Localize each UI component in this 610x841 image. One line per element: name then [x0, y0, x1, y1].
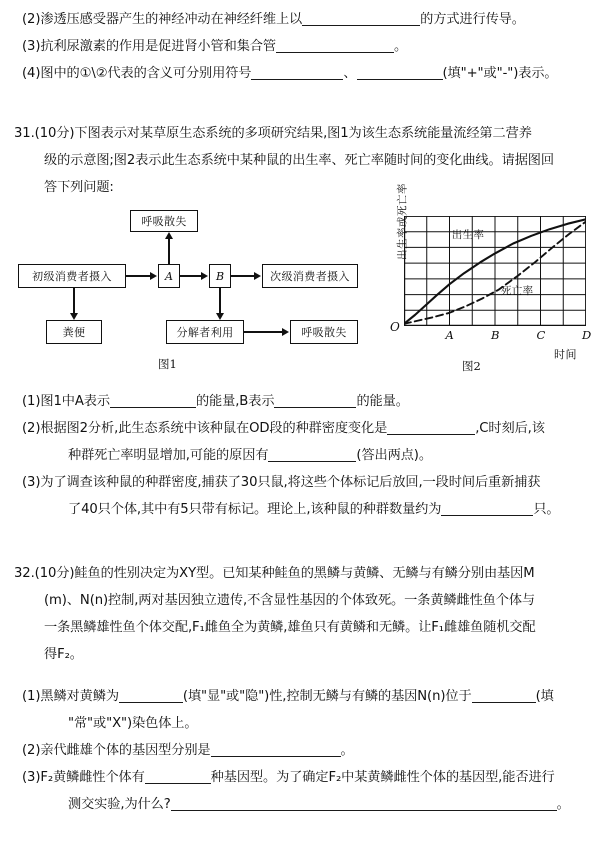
- connector-intake-to-a: [126, 275, 150, 277]
- chart-origin-label: O: [390, 320, 400, 334]
- answer-blank[interactable]: [357, 66, 443, 80]
- question-line: [68, 442, 610, 469]
- answer-blank[interactable]: [274, 394, 356, 408]
- chart-label-death-rate: 死亡率: [500, 284, 534, 297]
- question-31-stem: [14, 120, 610, 201]
- question-31-items: [22, 388, 610, 523]
- question-text: 答下列问题:: [44, 180, 114, 195]
- figure1-box-primary-consumer-intake: 初级消费者摄入: [18, 264, 126, 288]
- answer-blank[interactable]: [251, 66, 343, 80]
- question-32-items: [22, 683, 610, 818]
- question-30-continuation: [22, 6, 610, 87]
- figure1-box-respiration-top: 呼吸散失: [130, 210, 198, 232]
- question-text: 一条黑鳞雄性鱼个体交配,F₁雌鱼全为黄鳞,雄鱼只有黄鳞和无鳞。让F₁雌雄鱼随机交配: [44, 620, 536, 635]
- question-line: [44, 147, 610, 174]
- question-text: ,C时刻后,该: [475, 421, 545, 436]
- chart-xtick-C: C: [536, 328, 546, 342]
- answer-blank[interactable]: [145, 770, 211, 784]
- question-line: [22, 683, 610, 710]
- question-line: [44, 587, 610, 614]
- chart-xtick-D: D: [582, 328, 592, 342]
- question-text: 了40只个体,其中有5只带有标记。理论上,该种鼠的种群数量约为: [68, 502, 442, 517]
- question-text: (2)渗透压感受器产生的神经冲动在神经纤维上以: [22, 12, 303, 27]
- question-line: [14, 560, 610, 587]
- figure1-box-secondary-consumer-intake: 次级消费者摄入: [262, 264, 358, 288]
- question-text: 32.(10分)鲑鱼的性别决定为XY型。已知某种鲑鱼的黑鳞与黄鳞、无鳞与有鳞分别由基因M: [14, 566, 535, 581]
- connector-b-to-secondary: [231, 275, 254, 277]
- question-line: [22, 764, 610, 791]
- connector-intake-to-feces: [73, 288, 75, 313]
- figure-1-energy-flow-diagram: [18, 208, 358, 380]
- connector-a-to-b: [180, 275, 201, 277]
- question-line: [68, 791, 610, 818]
- chart-y-axis-label: 出生率或死亡率: [396, 183, 409, 260]
- answer-blank[interactable]: [441, 502, 533, 516]
- figure1-box-feces: 粪便: [46, 320, 102, 344]
- chart-xtick-B: B: [491, 328, 500, 342]
- answer-blank[interactable]: [276, 39, 394, 53]
- question-line: [22, 415, 610, 442]
- question-line: [44, 614, 610, 641]
- arrowhead-a-to-b: [201, 272, 208, 280]
- chart-plot-area: [404, 216, 586, 326]
- connector-a-to-respiration: [168, 239, 170, 264]
- arrowhead-a-to-respiration: [165, 232, 173, 239]
- question-text: (2)亲代雌雄个体的基因型分别是: [22, 743, 211, 758]
- arrowhead-decomposer-to-respiration: [282, 328, 289, 336]
- chart-x-axis-label: 时间: [554, 348, 577, 361]
- question-line: [22, 60, 610, 87]
- figure1-box-decomposer-use: 分解者利用: [166, 320, 244, 344]
- question-text: 、: [343, 66, 357, 81]
- question-text: (填"显"或"隐")性,控制无鳞与有鳞的基因N(n)位于: [182, 689, 472, 704]
- question-line: [44, 174, 610, 201]
- connector-decomposer-to-respiration: [244, 331, 282, 333]
- question-text: 的能量,B表示: [195, 394, 275, 409]
- question-text: (1)黑鳞对黄鳞为: [22, 689, 119, 704]
- question-text: (4)图中的①\②代表的含义可分别用符号: [22, 66, 252, 81]
- answer-blank[interactable]: [211, 743, 341, 757]
- figure-2-rate-chart: [376, 183, 602, 380]
- answer-blank[interactable]: [472, 689, 536, 703]
- question-text: (填"+"或"-")表示。: [442, 66, 558, 81]
- figure-1-caption: 图1: [158, 357, 177, 371]
- question-text: 。: [556, 797, 570, 812]
- question-text: (3)为了调查该种鼠的种群密度,捕获了30只鼠,将这些个体标记后放回,一段时间后重新捕获: [22, 475, 541, 490]
- answer-blank[interactable]: [171, 797, 557, 811]
- question-line: [22, 469, 610, 496]
- figure-2-caption: 图2: [462, 359, 481, 373]
- arrowhead-b-to-secondary: [254, 272, 261, 280]
- question-line: [68, 496, 610, 523]
- question-line: [44, 641, 610, 668]
- answer-blank[interactable]: [302, 12, 420, 26]
- question-text: (2)根据图2分析,此生态系统中该种鼠在OD段的种群密度变化是: [22, 421, 388, 436]
- question-text: 只。: [533, 502, 560, 517]
- question-line: [14, 120, 610, 147]
- question-line: [68, 710, 610, 737]
- arrowhead-intake-to-a: [150, 272, 157, 280]
- question-text: 种基因型。为了确定F₂中某黄鳞雌性个体的基因型,能否进行: [210, 770, 555, 785]
- question-text: (答出两点)。: [356, 448, 432, 463]
- arrowhead-intake-to-feces: [70, 313, 78, 320]
- figure1-box-node-a: A: [158, 264, 180, 288]
- question-line: [22, 33, 610, 60]
- question-32-stem: [14, 560, 610, 668]
- figure1-box-node-b: B: [209, 264, 231, 288]
- question-text: 。: [340, 743, 354, 758]
- question-text: 的能量。: [356, 394, 409, 409]
- question-text: "常"或"X")染色体上。: [68, 716, 198, 731]
- question-text: 。: [393, 39, 408, 54]
- question-line: [22, 6, 610, 33]
- chart-label-birth-rate: 出生率: [451, 228, 485, 241]
- answer-blank[interactable]: [119, 689, 183, 703]
- question-text: 的方式进行传导。: [420, 12, 525, 27]
- question-text: 测交实验,为什么?: [68, 797, 171, 812]
- answer-blank[interactable]: [110, 394, 196, 408]
- question-text: 级的示意图;图2表示此生态系统中某种鼠的出生率、死亡率随时间的变化曲线。请据图回: [44, 153, 554, 168]
- question-line: [22, 737, 610, 764]
- answer-blank[interactable]: [268, 448, 356, 462]
- question-text: (3)抗利尿激素的作用是促进肾小管和集合管: [22, 39, 276, 54]
- figure1-box-respiration-bottom: 呼吸散失: [290, 320, 358, 344]
- question-text: 种群死亡率明显增加,可能的原因有: [68, 448, 269, 463]
- question-text: (1)图1中A表示: [22, 394, 110, 409]
- answer-blank[interactable]: [387, 421, 475, 435]
- chart-svg: [404, 216, 586, 326]
- question-text: 得F₂。: [44, 647, 83, 662]
- arrowhead-b-to-decomposer: [216, 313, 224, 320]
- question-text: (m)、N(n)控制,两对基因独立遗传,不含显性基因的个体致死。一条黄鳞雌性鱼个体与: [44, 593, 536, 608]
- question-text: 31.(10分)下图表示对某草原生态系统的多项研究结果,图1为该生态系统能量流经第二营养: [14, 126, 532, 141]
- question-text: (3)F₂黄鳞雌性个体有: [22, 770, 145, 785]
- question-line: [22, 388, 610, 415]
- connector-b-to-decomposer: [219, 288, 221, 313]
- chart-xtick-A: A: [445, 328, 454, 342]
- question-text: (填: [535, 689, 554, 704]
